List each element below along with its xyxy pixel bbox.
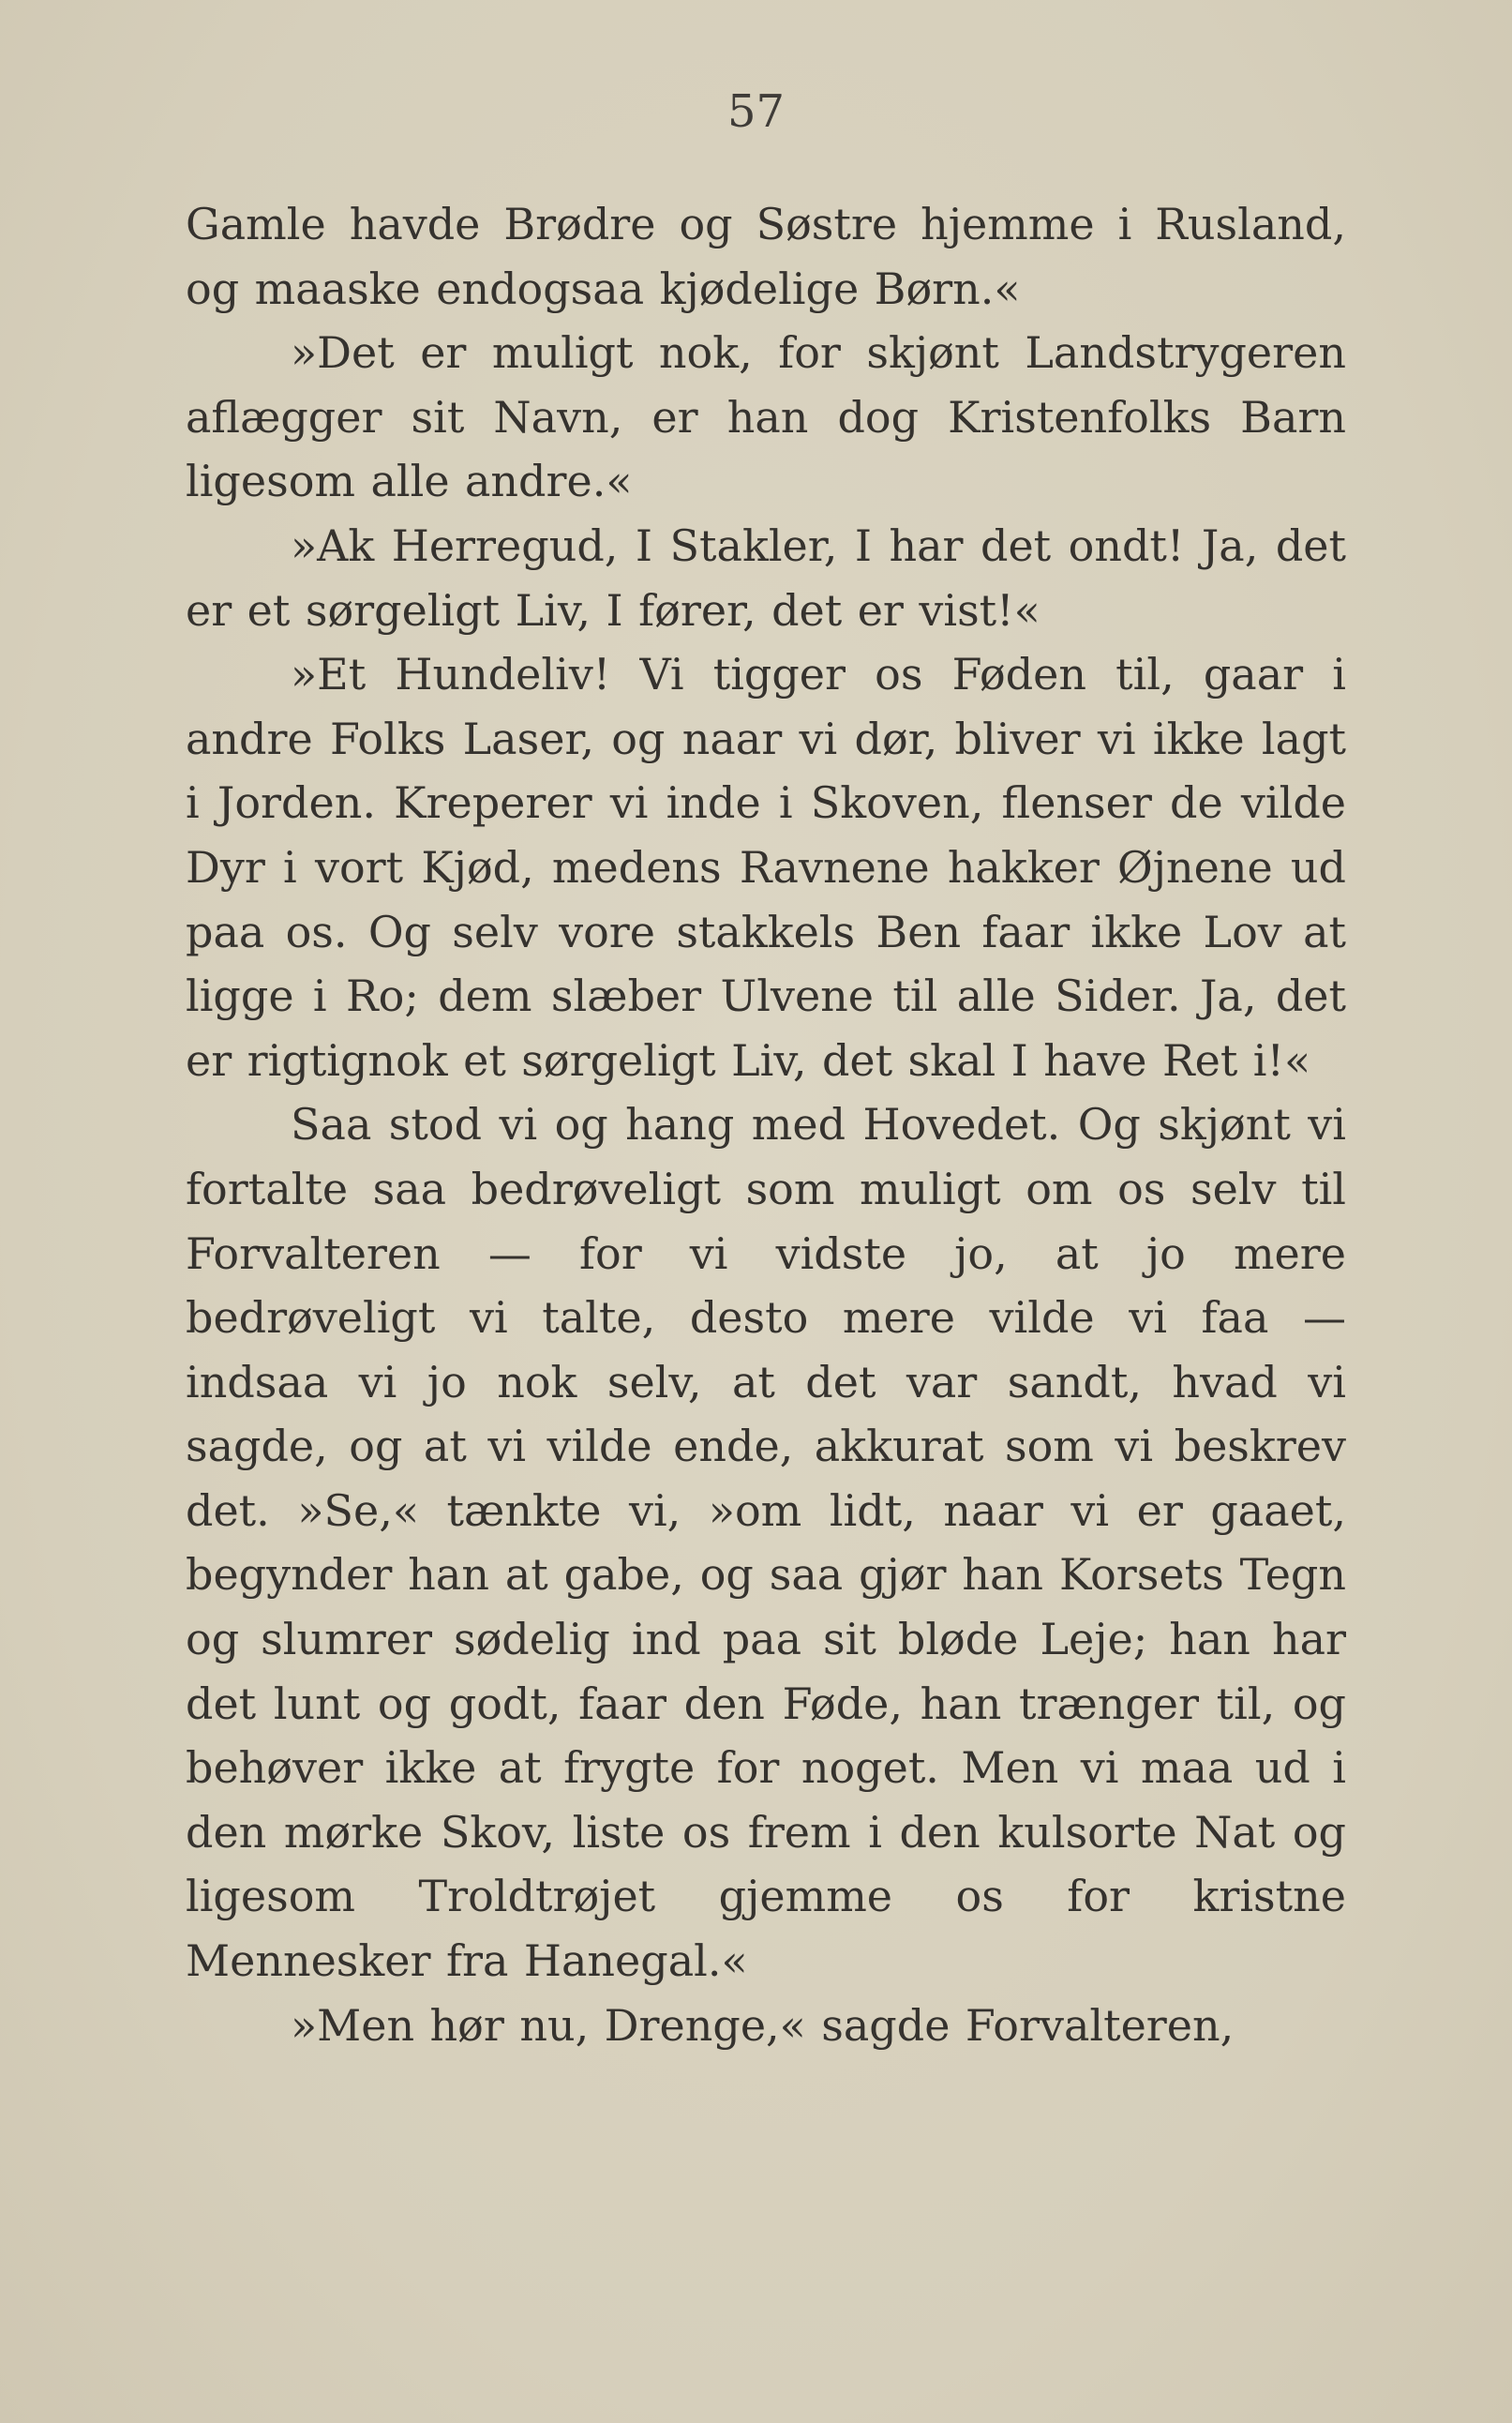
page-body-text: [186, 192, 1346, 2057]
page-number: 57: [726, 85, 786, 138]
paragraph-5: Saa stod vi og hang med Hovedet. Og skjønt vi fortalte saa bedrøveligt som muligt om os selv til Forvalteren — for vi vidste jo, at jo mere bedrøveligt vi talte, desto mere vilde vi faa — indsaa vi jo nok selv, at det var sandt, hvad vi sagde, og at vi vilde ende, akkurat som vi beskrev det. »Se,« tænkte vi, »om lidt, naar vi er gaaet, begynder han at gabe, og saa gjør han Korsets Tegn og slumrer sødelig ind paa sit bløde Leje; han har det lunt og godt, faar den Føde, han trænger til, og behøver ikke at frygte for noget. Men vi maa ud i den mørke Skov, liste os frem i den kulsorte Nat og ligesom Troldtrøjet gjemme os for kristne Mennesker fra Hanegal.«: [186, 1099, 1346, 1987]
paragraph-2: »Det er muligt nok, for skjønt Landstrygeren aflægger sit Navn, er han dog Kristenfolks Barn ligesom alle andre.«: [186, 327, 1346, 507]
paragraph-6: »Men hør nu, Drenge,« sagde Forvalteren,: [291, 1999, 1235, 2051]
paragraph-4: »Et Hundeliv! Vi tigger os Føden til, gaar i andre Folks Laser, og naar vi dør, bliver vi ikke lagt i Jorden. Kreperer vi inde i Skoven, flenser de vilde Dyr i vort Kjød, medens Ravnene hakker Øjnene ud paa os. Og selv vore stakkels Ben faar ikke Lov at ligge i Ro; dem slæber Ulvene til alle Sider. Ja, det er rigtignok et sørgeligt Liv, det skal I have Ret i!«: [186, 649, 1346, 1086]
paragraph-3: »Ak Herregud, I Stakler, I har det ondt! Ja, det er et sørgeligt Liv, I fører, det er vist!«: [186, 519, 1346, 636]
paragraph-1: Gamle havde Brødre og Søstre hjemme i Rusland, og maaske endogsaa kjødelige Børn.«: [186, 199, 1346, 314]
